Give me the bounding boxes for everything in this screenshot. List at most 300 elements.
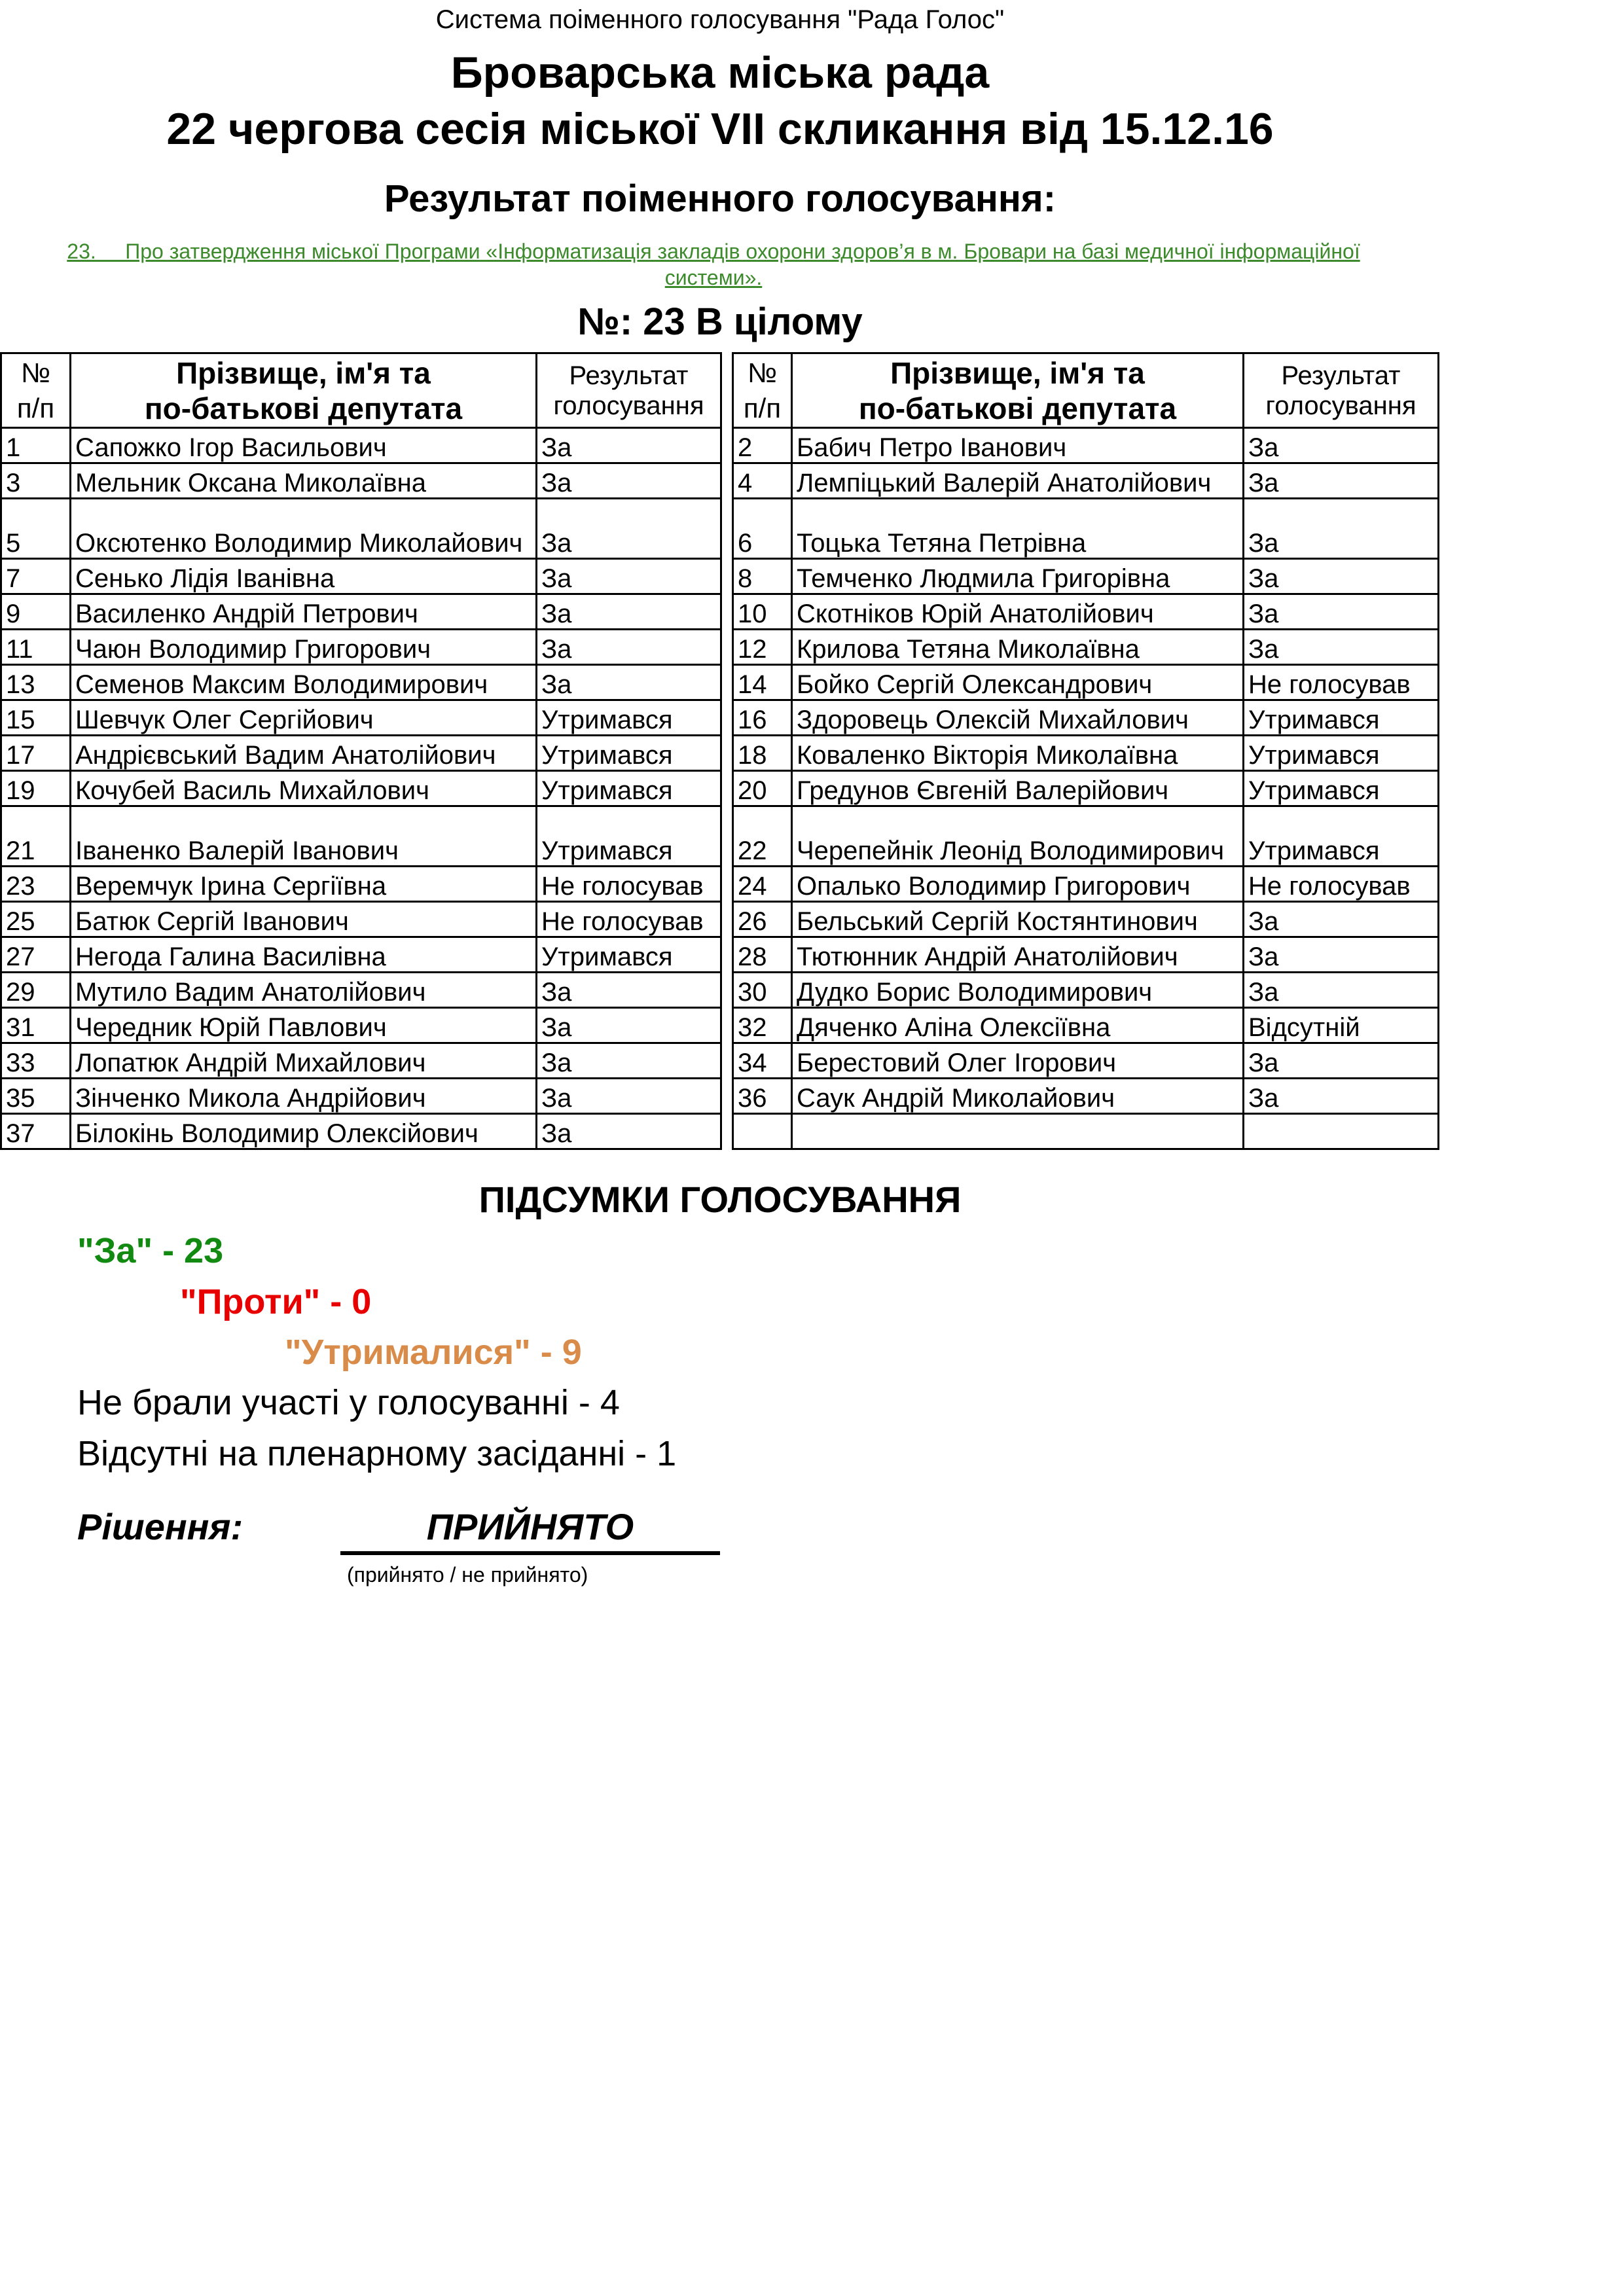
vote-result [537, 1079, 721, 1114]
deputy-name [792, 630, 1244, 665]
row-number [733, 463, 792, 499]
deputy-name-text: Мутило Вадим Анатолійович [75, 978, 426, 1007]
col-header-result [1244, 353, 1439, 428]
vote-result-text: Утримався [541, 776, 673, 805]
row-number [1, 736, 71, 771]
deputy-name [71, 700, 537, 736]
deputy-name-text: Тютюнник Андрій Анатолійович [797, 942, 1178, 971]
row-number [733, 771, 792, 806]
table-row [733, 428, 1439, 463]
deputy-name [71, 594, 537, 630]
row-number-text: 25 [6, 907, 35, 936]
row-number-text: 22 [738, 836, 767, 865]
row-number-text: 29 [6, 978, 35, 1007]
table-row [733, 630, 1439, 665]
vote-result [1244, 1079, 1439, 1114]
row-number-text: 21 [6, 836, 35, 865]
vote-result-text: За [1248, 469, 1279, 497]
row-number-text: 12 [738, 635, 767, 664]
row-number-text: 19 [6, 776, 35, 805]
vote-result [537, 937, 721, 973]
deputy-name-text: Батюк Сергій Іванович [75, 907, 349, 936]
row-number-text: 5 [6, 529, 21, 558]
vote-result-text: За [1248, 529, 1279, 558]
deputy-name [71, 736, 537, 771]
vote-result [537, 1114, 721, 1149]
table-row [1, 771, 721, 806]
row-number-text: 26 [738, 907, 767, 936]
table-row [733, 559, 1439, 594]
deputy-name [71, 937, 537, 973]
row-number [733, 736, 792, 771]
table-row [1, 1043, 721, 1079]
deputy-name-text: Тоцька Тетяна Петрівна [797, 529, 1087, 558]
deputy-name [792, 1114, 1244, 1149]
vote-result [1244, 867, 1439, 902]
decision-hint: (прийнято / не прийнято) [347, 1563, 588, 1587]
row-number [733, 1114, 792, 1149]
vote-result [1244, 902, 1439, 937]
table-row [1, 700, 721, 736]
table-row [1, 1008, 721, 1043]
table-row [733, 937, 1439, 973]
summary-absent-count: Відсутні на пленарному засіданні - 1 [77, 1434, 677, 1473]
deputy-name [792, 902, 1244, 937]
row-number-text: 4 [738, 469, 753, 497]
vote-number: №: 23 В цілому [577, 300, 863, 343]
deputy-name [71, 1114, 537, 1149]
row-number-text: 32 [738, 1013, 767, 1042]
row-number-text: 37 [6, 1119, 35, 1148]
vote-result-text: Утримався [541, 741, 673, 770]
col-header-number-line: № [747, 357, 778, 388]
vote-result-text: Утримався [541, 836, 673, 865]
row-number-text: 10 [738, 600, 767, 628]
row-number-text: 14 [738, 670, 767, 699]
row-number [1, 902, 71, 937]
deputy-name-text: Дудко Борис Володимирович [797, 978, 1153, 1007]
row-number [1, 1114, 71, 1149]
row-number-text: 36 [738, 1084, 767, 1113]
vote-result-text: Не голосував [541, 872, 704, 901]
agenda-item-line: системи». [664, 266, 763, 289]
decision-label: Рішення: [77, 1506, 244, 1547]
row-number [1, 771, 71, 806]
deputy-name [792, 973, 1244, 1008]
vote-result-text: За [1248, 978, 1279, 1007]
deputy-name [71, 806, 537, 867]
table-row [733, 594, 1439, 630]
row-number [1, 1008, 71, 1043]
vote-result [537, 630, 721, 665]
vote-result-text: За [541, 1013, 572, 1042]
table-row [733, 973, 1439, 1008]
vote-result-text: За [541, 469, 572, 497]
row-number [1, 428, 71, 463]
deputy-name-text: Бельський Сергій Костянтинович [797, 907, 1198, 936]
deputy-name-text: Берестовий Олег Ігорович [797, 1049, 1117, 1077]
deputy-name [71, 499, 537, 559]
deputy-name-text: Коваленко Вікторія Миколаївна [797, 741, 1178, 770]
deputy-name-text: Кочубей Василь Михайлович [75, 776, 429, 805]
row-number [1, 700, 71, 736]
deputy-name [792, 1043, 1244, 1079]
vote-result [537, 973, 721, 1008]
vote-result [1244, 463, 1439, 499]
deputy-name-text: Василенко Андрій Петрович [75, 600, 418, 628]
vote-result [537, 736, 721, 771]
row-number [733, 594, 792, 630]
col-header-result-line: Результат [1281, 361, 1401, 390]
deputy-name-text: Чередник Юрій Павлович [75, 1013, 387, 1042]
vote-result-text: За [541, 635, 572, 664]
vote-result [537, 594, 721, 630]
table-row [733, 806, 1439, 867]
row-number [1, 867, 71, 902]
row-number [1, 594, 71, 630]
vote-result [1244, 771, 1439, 806]
deputy-name [792, 1008, 1244, 1043]
row-number-text: 8 [738, 564, 753, 593]
deputy-name-text: Шевчук Олег Сергійович [75, 706, 374, 734]
row-number [1, 559, 71, 594]
vote-result-text: За [541, 1049, 572, 1077]
vote-result-text: Утримався [1248, 741, 1380, 770]
deputy-name-text: Бабич Петро Іванович [797, 433, 1067, 462]
deputy-name-text: Мельник Оксана Миколаївна [75, 469, 426, 497]
row-number [733, 630, 792, 665]
table-header-row [733, 353, 1439, 428]
votes-table-right [732, 352, 1439, 1150]
vote-result-text: За [1248, 600, 1279, 628]
row-number-text: 13 [6, 670, 35, 699]
table-row [1, 630, 721, 665]
col-header-name-line: Прізвище, ім'я та [890, 355, 1145, 390]
col-header-result [537, 353, 721, 428]
table-row [1, 736, 721, 771]
row-number-text: 6 [738, 529, 753, 558]
vote-result [1244, 736, 1439, 771]
table-row [733, 665, 1439, 700]
vote-result-text: Відсутній [1248, 1013, 1360, 1042]
table-row [1, 594, 721, 630]
table-row [1, 499, 721, 559]
col-header-number [733, 353, 792, 428]
vote-result-text: За [1248, 635, 1279, 664]
table-row [1, 463, 721, 499]
vote-result [537, 428, 721, 463]
deputy-name [792, 559, 1244, 594]
vote-result-text: За [1248, 1084, 1279, 1113]
table-row [733, 1043, 1439, 1079]
vote-result-text: Не голосував [1248, 670, 1411, 699]
vote-result-text: За [1248, 564, 1279, 593]
deputy-name [71, 630, 537, 665]
row-number-text: 31 [6, 1013, 35, 1042]
table-row [1, 806, 721, 867]
deputy-name-text: Сенько Лідія Іванівна [75, 564, 335, 593]
summary-for-count: "За" - 23 [77, 1231, 224, 1270]
summary-title: ПІДСУМКИ ГОЛОСУВАННЯ [478, 1179, 962, 1220]
deputy-name [71, 665, 537, 700]
vote-result-text: За [1248, 433, 1279, 462]
row-number [733, 867, 792, 902]
deputy-name [71, 973, 537, 1008]
deputy-name-text: Чаюн Володимир Григорович [75, 635, 431, 664]
vote-result [537, 867, 721, 902]
deputy-name-text: Веремчук Ірина Сергіївна [75, 872, 387, 901]
vote-result [1244, 806, 1439, 867]
vote-result [1244, 973, 1439, 1008]
deputy-name-text: Бойко Сергій Олександрович [797, 670, 1153, 699]
vote-result [537, 771, 721, 806]
deputy-name-text: Черепейнік Леонід Володимирович [797, 836, 1225, 865]
table-row [733, 902, 1439, 937]
vote-result [1244, 1114, 1439, 1149]
row-number [733, 665, 792, 700]
deputy-name [792, 867, 1244, 902]
vote-result [537, 665, 721, 700]
vote-result-text: За [541, 529, 572, 558]
table-row [733, 463, 1439, 499]
vote-result [1244, 499, 1439, 559]
deputy-name-text: Лопатюк Андрій Михайлович [75, 1049, 426, 1077]
row-number-text: 2 [738, 433, 753, 462]
system-caption: Система поіменного голосування "Рада Голос" [435, 5, 1005, 34]
decision-value: ПРИЙНЯТО [426, 1506, 634, 1547]
deputy-name [792, 1079, 1244, 1114]
row-number-text: 28 [738, 942, 767, 971]
row-number [733, 902, 792, 937]
table-row [1, 937, 721, 973]
deputy-name-text: Білокінь Володимир Олексійович [75, 1119, 478, 1148]
vote-result-text: За [541, 1119, 572, 1148]
vote-result-text: Не голосував [1248, 872, 1411, 901]
votes-table-left [0, 352, 722, 1150]
row-number-text: 17 [6, 741, 35, 770]
col-header-name-line: по-батькові депутата [144, 391, 463, 425]
vote-result [1244, 630, 1439, 665]
deputy-name-text: Андрієвський Вадим Анатолійович [75, 741, 496, 770]
vote-result-text: Утримався [1248, 836, 1380, 865]
vote-result [1244, 700, 1439, 736]
vote-result [1244, 594, 1439, 630]
vote-result [1244, 559, 1439, 594]
deputy-name-text: Крилова Тетяна Миколаївна [797, 635, 1140, 664]
vote-result-text: За [541, 670, 572, 699]
agenda-item-link[interactable] [39, 238, 1388, 291]
vote-result [537, 1008, 721, 1043]
deputy-name-text: Дяченко Аліна Олексіївна [797, 1013, 1111, 1042]
vote-result-text: Утримався [1248, 776, 1380, 805]
table-row [733, 867, 1439, 902]
session-title: 22 чергова сесія міської VII скликання від 15.12.16 [166, 104, 1274, 154]
row-number-text: 9 [6, 600, 21, 628]
vote-result-text: За [1248, 907, 1279, 936]
deputy-name [792, 771, 1244, 806]
vote-result [537, 559, 721, 594]
col-header-name-line: по-батькові депутата [858, 391, 1177, 425]
table-row [1, 428, 721, 463]
col-header-result-line: голосування [1265, 391, 1416, 420]
deputy-name-text: Зінченко Микола Андрійович [75, 1084, 426, 1113]
table-row [733, 499, 1439, 559]
col-header-number-line: п/п [16, 392, 55, 423]
deputy-name-text: Скотніков Юрій Анатолійович [797, 600, 1154, 628]
row-number-text: 16 [738, 706, 767, 734]
vote-result-text: Утримався [541, 706, 673, 734]
vote-result [537, 1043, 721, 1079]
table-row [1, 559, 721, 594]
vote-result-text: За [541, 564, 572, 593]
row-number [1, 665, 71, 700]
summary-against-count: "Проти" - 0 [180, 1282, 372, 1321]
deputy-name [71, 902, 537, 937]
table-row [733, 1008, 1439, 1043]
row-number [733, 499, 792, 559]
row-number [733, 973, 792, 1008]
summary-abstained-count: "Утрималися" - 9 [285, 1333, 582, 1372]
deputy-name [71, 1043, 537, 1079]
agenda-item-line: 23. Про затвердження міської Програми «Інформатизація закладів охорони здоров’я в м. Бровари на базі медичної інформаційної [67, 240, 1360, 263]
vote-result [1244, 1008, 1439, 1043]
vote-result [1244, 428, 1439, 463]
deputy-name-text: Темченко Людмила Григорівна [797, 564, 1170, 593]
table-row [1, 665, 721, 700]
deputy-name [71, 463, 537, 499]
vote-result [537, 463, 721, 499]
row-number-text: 3 [6, 469, 21, 497]
row-number-text: 27 [6, 942, 35, 971]
deputy-name-text: Лемпіцький Валерій Анатолійович [797, 469, 1212, 497]
col-header-name [792, 353, 1244, 428]
deputy-name [71, 559, 537, 594]
row-number-text: 23 [6, 872, 35, 901]
deputy-name [71, 1008, 537, 1043]
vote-result-text: Не голосував [541, 907, 704, 936]
deputy-name-text: Сапожко Ігор Васильович [75, 433, 387, 462]
council-title: Броварська міська рада [450, 48, 990, 98]
deputy-name-text: Оксютенко Володимир Миколайович [75, 529, 523, 558]
vote-result [537, 499, 721, 559]
row-number [733, 428, 792, 463]
deputy-name [792, 665, 1244, 700]
row-number [733, 806, 792, 867]
row-number [1, 1043, 71, 1079]
deputy-name [792, 806, 1244, 867]
row-number-text: 18 [738, 741, 767, 770]
row-number [1, 973, 71, 1008]
decision-underline [340, 1551, 720, 1555]
table-row [1, 867, 721, 902]
row-number [733, 1008, 792, 1043]
summary-not-voted-count: Не брали участі у голосуванні - 4 [77, 1383, 620, 1422]
table-row [733, 771, 1439, 806]
deputy-name [792, 499, 1244, 559]
deputy-name [71, 1079, 537, 1114]
vote-result-text: За [541, 978, 572, 1007]
vote-result-text: Утримався [1248, 706, 1380, 734]
vote-result [1244, 937, 1439, 973]
vote-result-text: За [1248, 942, 1279, 971]
row-number-text: 33 [6, 1049, 35, 1077]
table-row [733, 1114, 1439, 1149]
vote-result [1244, 1043, 1439, 1079]
vote-result [537, 902, 721, 937]
table-row [733, 1079, 1439, 1114]
vote-result-text: За [1248, 1049, 1279, 1077]
vote-result-text: Утримався [541, 942, 673, 971]
result-heading: Результат поіменного голосування: [384, 177, 1056, 220]
table-row [1, 902, 721, 937]
row-number [1, 499, 71, 559]
table-row [1, 973, 721, 1008]
col-header-result-line: голосування [553, 391, 704, 420]
col-header-name-line: Прізвище, ім'я та [176, 355, 431, 390]
deputy-name [71, 771, 537, 806]
vote-result-text: За [541, 433, 572, 462]
row-number [733, 1079, 792, 1114]
row-number-text: 24 [738, 872, 767, 901]
row-number-text: 11 [6, 635, 33, 664]
row-number [733, 559, 792, 594]
deputy-name [792, 736, 1244, 771]
vote-result-text: За [541, 1084, 572, 1113]
col-header-number [1, 353, 71, 428]
row-number [1, 463, 71, 499]
row-number-text: 30 [738, 978, 767, 1007]
deputy-name-text: Гредунов Євгеній Валерійович [797, 776, 1169, 805]
deputy-name [71, 867, 537, 902]
vote-result-text: За [541, 600, 572, 628]
vote-result [537, 806, 721, 867]
row-number-text: 1 [6, 433, 21, 462]
table-row [733, 736, 1439, 771]
row-number-text: 35 [6, 1084, 35, 1113]
deputy-name [792, 463, 1244, 499]
row-number [1, 1079, 71, 1114]
deputy-name-text: Семенов Максим Володимирович [75, 670, 488, 699]
deputy-name [71, 428, 537, 463]
row-number [1, 806, 71, 867]
deputy-name [792, 937, 1244, 973]
row-number-text: 15 [6, 706, 35, 734]
row-number-text: 20 [738, 776, 767, 805]
col-header-result-line: Результат [569, 361, 689, 390]
table-row [733, 700, 1439, 736]
deputy-name-text: Іваненко Валерій Іванович [75, 836, 399, 865]
row-number [1, 630, 71, 665]
col-header-number-line: № [20, 357, 51, 388]
vote-result [537, 700, 721, 736]
deputy-name-text: Саук Андрій Миколайович [797, 1084, 1115, 1113]
table-row [1, 1114, 721, 1149]
col-header-number-line: п/п [743, 392, 782, 423]
row-number [733, 1043, 792, 1079]
vote-result [1244, 665, 1439, 700]
row-number [733, 700, 792, 736]
row-number-text: 7 [6, 564, 21, 593]
deputy-name [792, 594, 1244, 630]
deputy-name-text: Негода Галина Василівна [75, 942, 386, 971]
table-row [1, 1079, 721, 1114]
row-number [733, 937, 792, 973]
deputy-name-text: Опалько Володимир Григорович [797, 872, 1191, 901]
col-header-name [71, 353, 537, 428]
row-number [1, 937, 71, 973]
deputy-name [792, 700, 1244, 736]
deputy-name-text: Здоровець Олексій Михайлович [797, 706, 1189, 734]
